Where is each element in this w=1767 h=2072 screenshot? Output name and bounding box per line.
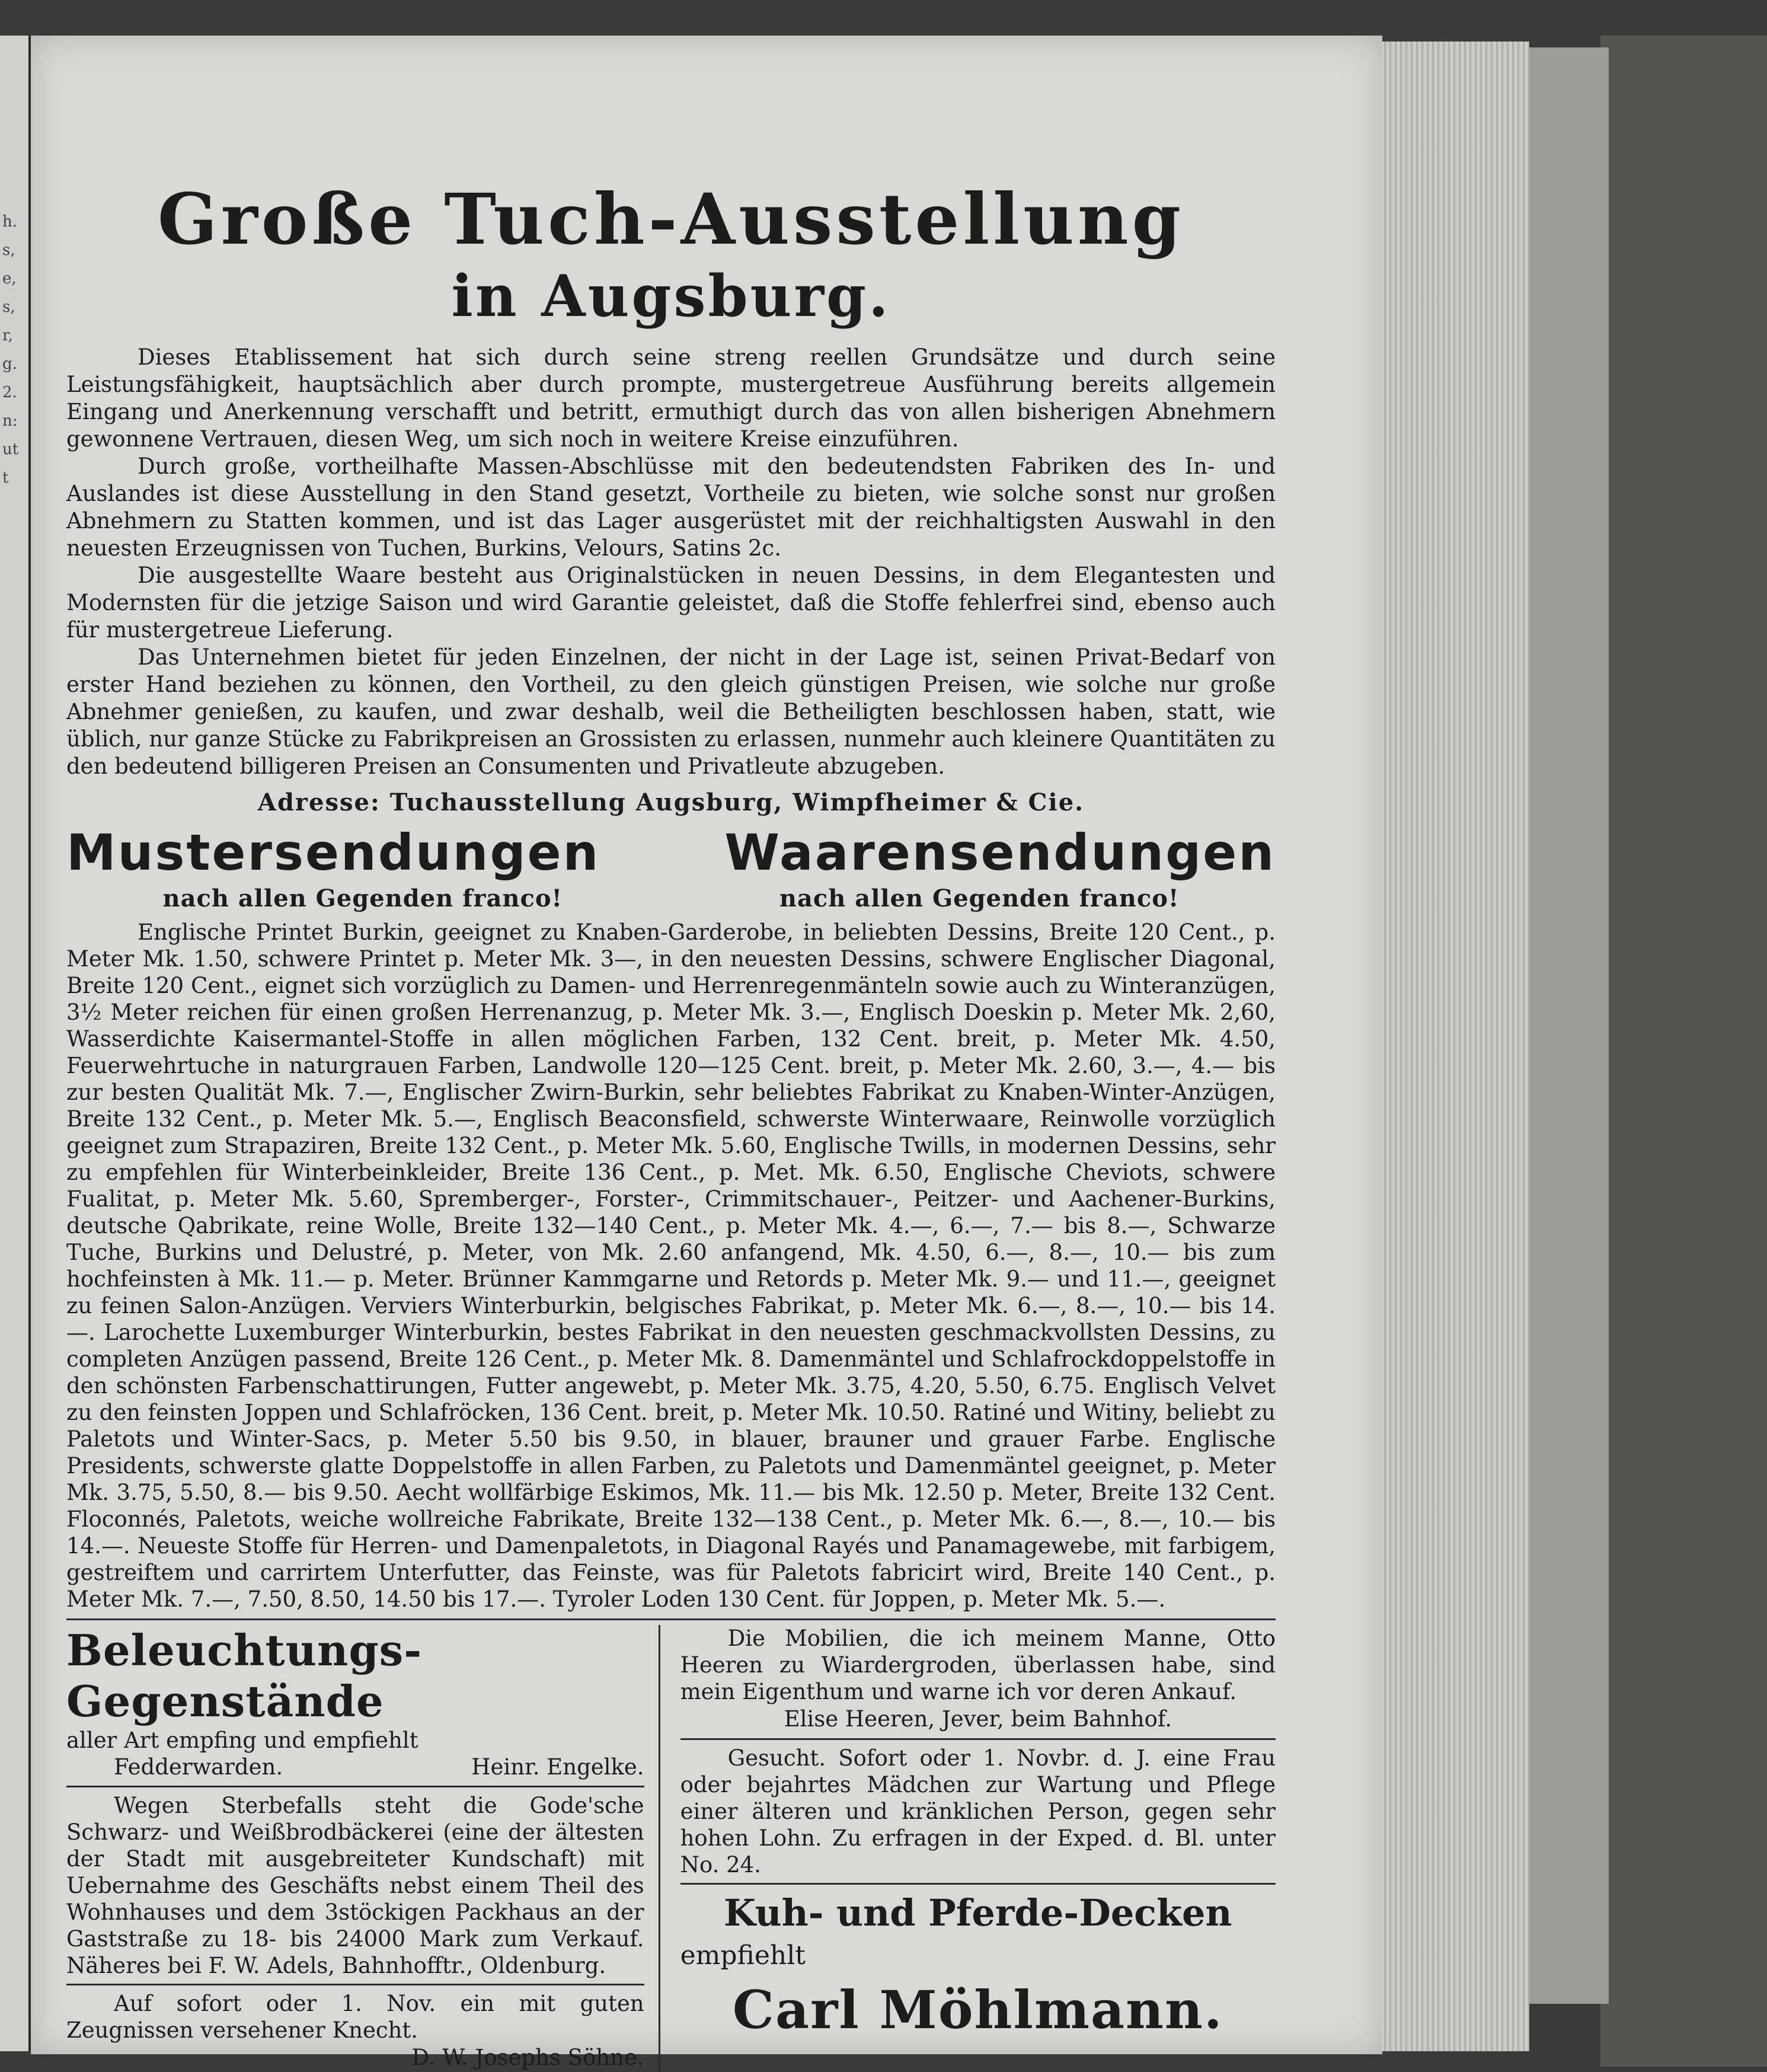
margin-fragment: ut: [2, 440, 19, 458]
book-cover: [1600, 36, 1767, 2067]
ads-left-column: [66, 1625, 660, 2072]
divider: [680, 1738, 1276, 1740]
goods-heading: Waarensendungen: [724, 823, 1276, 882]
facing-page-edge: [0, 36, 32, 2051]
divider: [680, 1883, 1276, 1885]
servant-ad: Auf sofort oder 1. Nov. ein mit guten Zeugnissen versehener Knecht.: [66, 1991, 644, 2043]
cover-edge: [1523, 47, 1609, 2004]
furniture-ad-signature: Elise Heeren, Jever, beim Bahnhof.: [784, 1706, 1172, 1732]
shipping-headings: [66, 823, 1276, 915]
main-subtitle: in Augsburg.: [451, 263, 891, 330]
margin-fragment: h.: [2, 213, 18, 231]
page-content: [66, 178, 1276, 2072]
address-line: Adresse: Tuchausstellung Augsburg, Wimpfheimer & Cie.: [257, 788, 1085, 816]
price-list-paragraph: Englische Printet Burkin, geeignet zu Knaben-Garderobe, in beliebten Dessins, Breite 120 Cent., p. Meter Mk. 1.50, schwere Printet p. Meter Mk. 3—, in den neuesten Dessins, schwere Englischer Diagonal, Breite 120 Cent., eignet sich vorzüglich zu Damen- und Herrenregenmänteln sowie auch zu Winteranzügen, 3½ Meter reichen für einen großen Herrenanzug, p. Meter Mk. 3.—, Englisch Doeskin p. Meter Mk. 2,60, Wasserdichte Kaisermantel-Stoffe in allen möglichen Farben, 132 Cent. breit, p. Meter Mk. 4.50, Feuerwehrtuche in naturgrauen Farben, Landwolle 120—125 Cent. breit, p. Meter Mk. 2.60, 3.—, 4.— bis zur besten Qualität Mk. 7.—, Englischer Zwirn-Burkin, sehr beliebtes Fabrikat zu Knaben-Winter-Anzügen, Breite 132 Cent., p. Meter Mk. 5.—, Englisch Beaconsfield, schwerste Winterwaare, Reinwolle vorzüglich geeignet zum Strapaziren, Breite 132 Cent., p. Meter Mk. 5.60, Englische Twills, in modernen Dessins, sehr zu empfehlen für Winterbeinkleider, Breite 136 Cent., p. Met. Mk. 6.50, Englische Cheviots, schwere Fualitat, p. Meter Mk. 5.60, Spremberger-, Forster-, Crimmitschauer-, Peitzer- und Aachener-Burkins, deutsche Qabrikate, reine Wolle, Breite 132—140 Cent., p. Meter Mk. 4.—, 6.—, 7.— bis 8.—, Schwarze Tuche, Burkins und Delustré, p. Meter, von Mk. 2.60 anfangend, Mk. 4.50, 6.—, 8.—, 10.— bis zum hochfeinsten à Mk. 11.— p. Meter. Brünner Kammgarne und Retords p. Meter Mk. 9.— und 11.—, geeignet zu feinen Salon-Anzügen. Verviers Winterburkin, belgisches Fabrikat, p. Meter Mk. 6.—, 8.—, 10.— bis 14.—. Larochette Luxemburger Winterburkin, bestes Fabrikat in den neuesten geschmackvollsten Dessins, zu completen Anzügen passend, Breite 126 Cent., p. Meter Mk. 8. Damenmäntel und Schlafrockdoppelstoffe in den schönsten Farbenschattirungen, Futter angewebt, p. Meter Mk. 3.75, 4.20, 5.50, 6.75. Englisch Velvet zu den feinsten Joppen und Schlafröcken, 136 Cent. breit, p. Meter Mk. 10.50. Ratiné und Witiny, beliebt zu Paletots und Winter-Sacs, p. Meter 5.50 bis 9.50, in blauer, brauner und grauer Farbe. Englische Presidents, schwerste glatte Doppelstoffe in allen Farben, zu Paletots und Damenmäntel geeignet, p. Meter Mk. 3.75, 5.50, 8.— bis 9.50. Aecht wollfärbige Eskimos, Mk. 11.— bis Mk. 12.50 p. Meter, Breite 132 Cent. Floconnés, Paletots, weiche wollreiche Fabrikate, Breite 132—138 Cent., p. Meter Mk. 6.—, 8.—, 10.— bis 14.—. Neueste Stoffe für Herren- und Damenpaletots, in Diagonal Rayés und Panamagewebe, mit farbigem, gestreiftem und carrirtem Unterfutter, das Feinste, was für Paletots fabricirt wird, Breite 140 Cent., p. Meter Mk. 7.—, 7.50, 8.50, 14.50 bis 17.—. Tyroler Loden 130 Cent. für Joppen, p. Meter Mk. 5.—.: [66, 920, 1276, 1612]
lighting-ad-name: Heinr. Engelke.: [471, 1754, 644, 1780]
margin-fragment: e,: [2, 270, 17, 288]
newspaper-page: [31, 36, 1382, 2070]
ads-right-column: [660, 1625, 1276, 2072]
main-title: Große Tuch-Ausstellung: [157, 178, 1185, 260]
blankets-ad-recommends: empfiehlt: [680, 1940, 806, 1971]
intro-paragraph: Durch große, vortheilhafte Massen-Abschlüsse mit den bedeutendsten Fabriken des In- und Auslandes ist diese Ausstellung in den Stand gesetzt, Vortheile zu bieten, wie solche sonst nur großen Abnehmern zu Statten kommen, und ist das Lager ausgerüstet mit der reichhaltigsten Auswahl in den neuesten Erzeugnissen von Tuchen, Burkins, Velours, Satins 2c.: [66, 454, 1276, 561]
samples-heading: Mustersendungen: [66, 823, 600, 882]
intro-paragraph: Das Unternehmen bietet für jeden Einzelnen, der nicht in der Lage ist, seinen Privat-Bedarf von erster Hand beziehen zu können, den Vortheil, zu den gleich günstigen Preisen, wie solche nur große Abnehmer genießen, zu kaufen, und zwar deshalb, weil die Betheiligten beschlossen haben, statt, wie üblich, nur ganze Stücke zu Fabrikpreisen an Grossisten zu erlassen, nunmehr auch kleinere Quantitäten zu den bedeutend billigeren Preisen an Consumenten und Privatleute abzugeben.: [66, 644, 1276, 779]
lighting-ad-signature: [66, 1754, 644, 1781]
lighting-ad-place: Fedderwarden.: [114, 1754, 283, 1780]
servant-ad-signature: D. W. Josephs Söhne.: [411, 2045, 644, 2070]
divider: [66, 1786, 644, 1787]
goods-subheading: nach allen Gegenden franco!: [779, 885, 1180, 912]
samples-column: [66, 823, 659, 915]
page-stack-edges: [1381, 41, 1529, 2051]
samples-subheading: nach allen Gegenden franco!: [162, 885, 563, 912]
margin-fragment: 2.: [2, 384, 17, 401]
divider: [66, 1984, 644, 1985]
blankets-ad-heading: Kuh- und Pferde-Decken: [724, 1891, 1232, 1934]
goods-column: [683, 823, 1276, 915]
margin-fragment: s,: [2, 241, 15, 259]
classified-ads: [66, 1618, 1276, 2072]
margin-fragments: [2, 207, 26, 492]
margin-fragment: s,: [2, 298, 15, 316]
intro-paragraph: Die ausgestellte Waare besteht aus Originalstücken in neuen Dessins, in dem Elegantesten und Modernsten für die jetzige Saison und wird Garantie geleistet, daß die Stoffe fehlerfrei sind, ebenso auch für mustergetreue Lieferung.: [66, 563, 1276, 643]
margin-fragment: n:: [2, 412, 18, 430]
lighting-ad-heading: Beleuchtungs-Gegenstände: [66, 1625, 423, 1726]
bakery-ad: Wegen Sterbefalls steht die Gode'sche Schwarz- und Weißbrodbäckerei (eine der ältesten der Stadt mit ausgebreiteter Kundschaft) mit Uebernahme des Geschäfts nebst einem Theil des Wohnhauses und dem 3stöckigen Packhaus an der Gaststraße zu 18- bis 24000 Mark zum Verkauf. Näheres bei F. W. Adels, Bahnhofftr., Oldenburg.: [66, 1793, 644, 1978]
blankets-ad-name: Carl Möhlmann.: [732, 1979, 1223, 2041]
margin-fragment: r,: [2, 327, 13, 344]
wanted-ad: Gesucht. Sofort oder 1. Novbr. d. J. eine Frau oder bejahrtes Mädchen zur Wartung und Pflege einer älteren und kränklichen Person, gegen sehr hohen Lohn. Zu erfragen in der Exped. d. Bl. unter No. 24.: [680, 1745, 1276, 1878]
intro-paragraph: Dieses Etablissement hat sich durch seine streng reellen Grundsätze und durch seine Leistungsfähigkeit, hauptsächlich aber durch prompte, mustergetreue Ausführung bereits allgemein Eingang und Anerkennung verschafft und betritt, ermuthigt durch das von allen bisherigen Abnehmern gewonnene Vertrauen, diesen Weg, um sich noch in weitere Kreise einzuführen.: [66, 344, 1276, 452]
lighting-ad-line: aller Art empfing und empfiehlt: [66, 1728, 418, 1753]
furniture-ad: Die Mobilien, die ich meinem Manne, Otto Heeren zu Wiardergroden, überlassen habe, sind mein Eigenthum und warne ich vor deren Ankauf.: [680, 1626, 1276, 1704]
margin-fragment: t: [2, 469, 9, 487]
margin-fragment: g.: [2, 355, 17, 373]
